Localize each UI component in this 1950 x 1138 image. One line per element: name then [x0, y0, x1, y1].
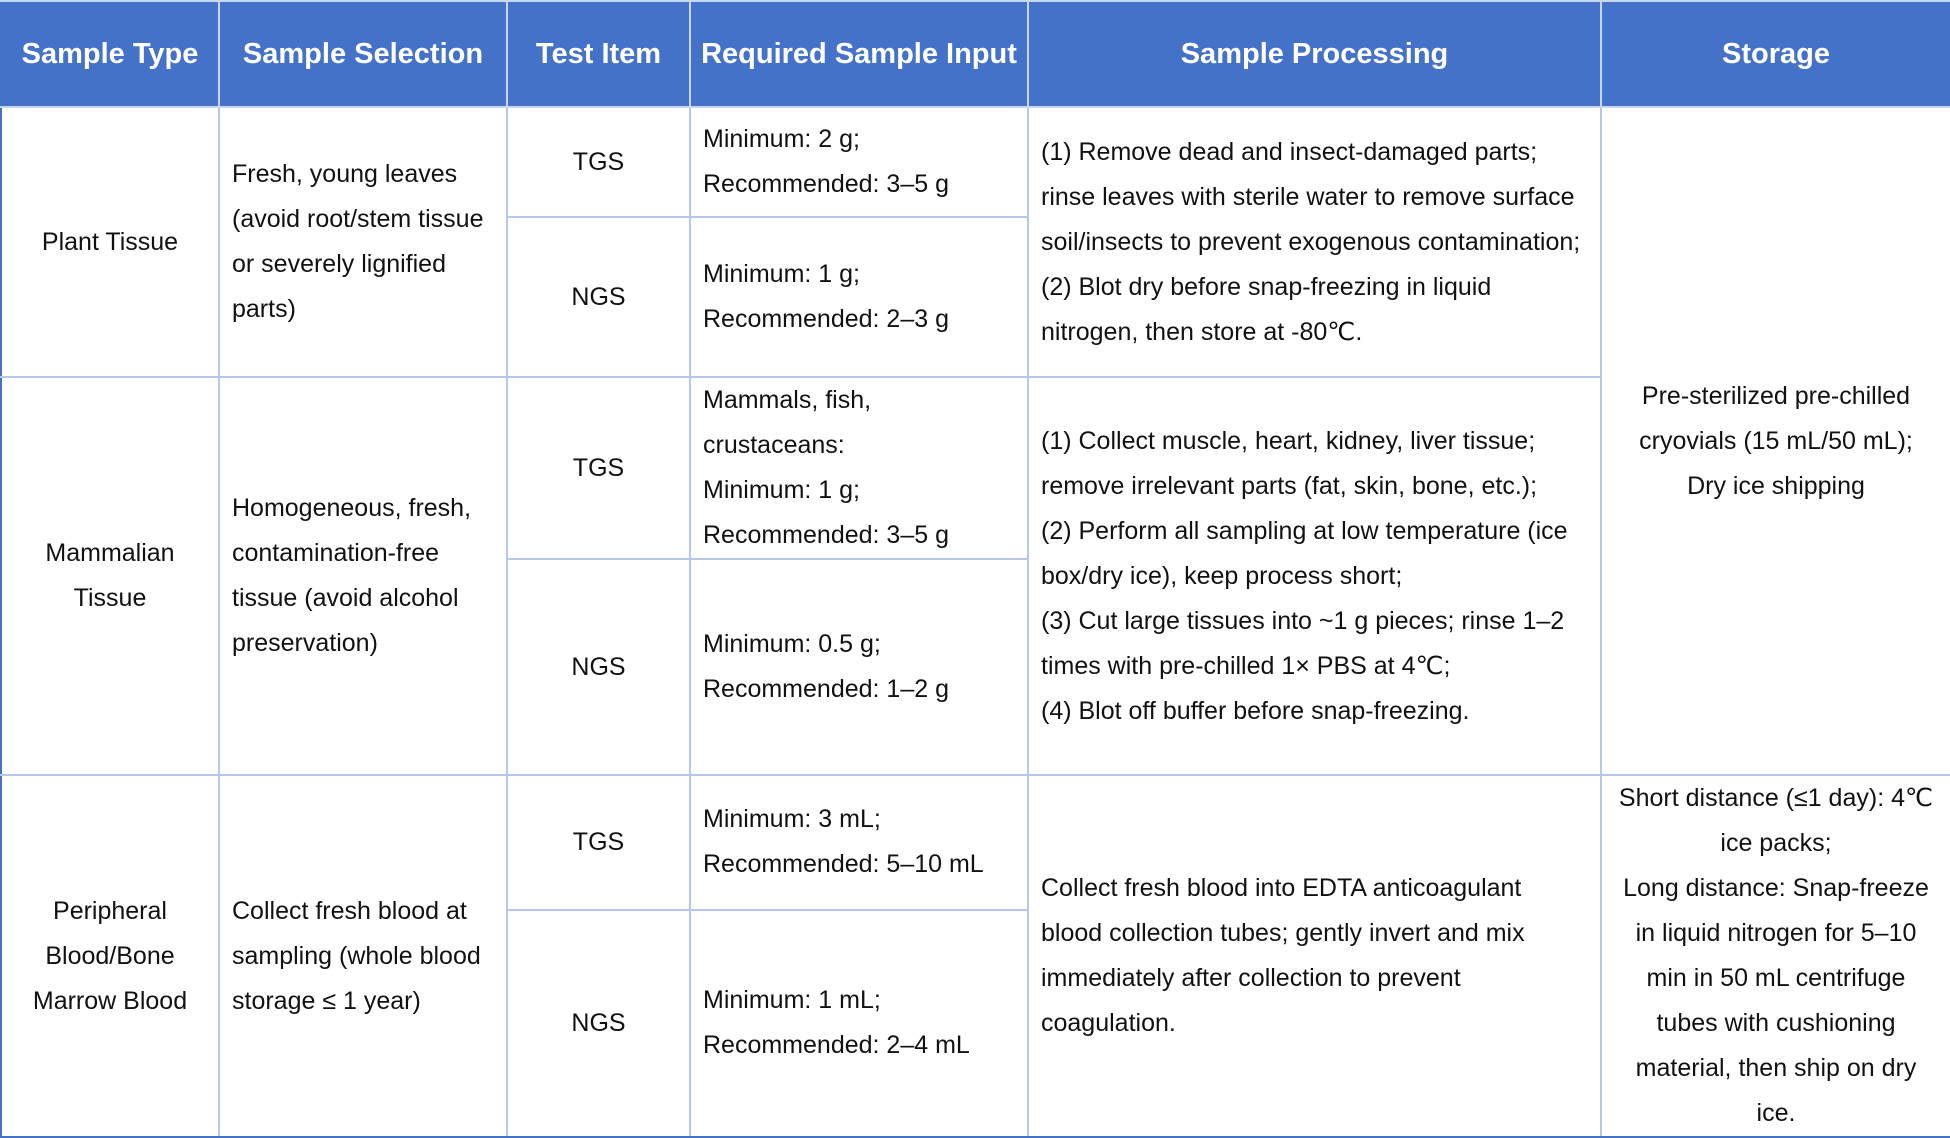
plant-tgs-test-item: TGS: [507, 107, 690, 217]
blood-sample-type: Peripheral Blood/Bone Marrow Blood: [1, 775, 219, 1137]
header-sample-processing: Sample Processing: [1028, 1, 1601, 107]
plant-sample-type: Plant Tissue: [1, 107, 219, 377]
mammal-tgs-species: Mammals, fish, crustaceans:: [703, 386, 872, 459]
header-storage: Storage: [1601, 1, 1950, 107]
mammal-tgs-recommended: Recommended: 3–5 g: [703, 521, 949, 549]
mammal-processing-step-3: (3) Cut large tissues into ~1 g pieces; rinse 1–2 times with pre-chilled 1× PBS at 4℃;: [1041, 606, 1565, 680]
plant-tgs-input: [690, 107, 1028, 217]
mammal-processing-step-4: (4) Blot off buffer before snap-freezing.: [1041, 696, 1470, 725]
plant-ngs-minimum: Minimum: 1 g;: [703, 260, 860, 288]
mammal-processing-step-1: (1) Collect muscle, heart, kidney, liver tissue; remove irrelevant parts (fat, skin, bone, etc.);: [1041, 426, 1538, 500]
plant-processing-step-1: (1) Remove dead and insect-damaged parts; rinse leaves with sterile water to remove surface soil/insects to prevent exogenous contamination;: [1041, 137, 1581, 256]
plant-ngs-test-item: NGS: [507, 217, 690, 377]
blood-processing-text: Collect fresh blood into EDTA anticoagulant blood collection tubes; gently invert and mix immediately after collection to prevent coagulation.: [1041, 874, 1525, 1037]
blood-ngs-minimum: Minimum: 1 mL;: [703, 986, 881, 1015]
mammal-sample-type: Mammalian Tissue: [1, 377, 219, 775]
mammal-processing-step-2: (2) Perform all sampling at low temperature (ice box/dry ice), keep process short;: [1041, 516, 1568, 590]
blood-tgs-test-item: TGS: [507, 775, 690, 910]
header-row: [1, 1, 1950, 107]
blood-processing: [1028, 775, 1601, 1137]
blood-tgs-input: [690, 775, 1028, 910]
blood-ngs-test-item: NGS: [507, 910, 690, 1137]
blood-tgs-recommended: Recommended: 5–10 mL: [703, 850, 984, 879]
header-test-item: Test Item: [507, 1, 690, 107]
blood-ngs-recommended: Recommended: 2–4 mL: [703, 1031, 970, 1060]
blood-sample-selection: Collect fresh blood at sampling (whole blood storage ≤ 1 year): [219, 775, 507, 1137]
blood-storage: [1601, 775, 1950, 1137]
table-row: [1, 775, 1950, 910]
header-sample-selection: Sample Selection: [219, 1, 507, 107]
plant-processing: [1028, 107, 1601, 377]
blood-storage-short: Short distance (≤1 day): 4℃ ice packs;: [1618, 784, 1934, 857]
mammal-ngs-recommended: Recommended: 1–2 g: [703, 675, 949, 703]
plant-tgs-recommended: Recommended: 3–5 g: [703, 170, 949, 198]
mammal-sample-selection: Homogeneous, fresh, contamination-free tissue (avoid alcohol preservation): [219, 377, 507, 775]
mammal-ngs-input: [690, 559, 1028, 775]
mammal-tgs-minimum: Minimum: 1 g;: [703, 476, 860, 504]
mammal-ngs-minimum: Minimum: 0.5 g;: [703, 630, 881, 658]
header-required-input: Required Sample Input: [690, 1, 1028, 107]
mammal-processing: [1028, 377, 1601, 775]
mammal-tgs-input: [690, 377, 1028, 559]
blood-tgs-minimum: Minimum: 3 mL;: [703, 805, 881, 834]
mammal-tgs-test-item: TGS: [507, 377, 690, 559]
plant-ngs-input: [690, 217, 1028, 377]
mammal-ngs-test-item: NGS: [507, 559, 690, 775]
blood-ngs-input: [690, 910, 1028, 1137]
shared-storage: Pre-sterilized pre-chilled cryovials (15 mL/50 mL); Dry ice shipping: [1601, 107, 1950, 775]
table-row: [1, 107, 1950, 217]
plant-tgs-minimum: Minimum: 2 g;: [703, 125, 860, 153]
plant-ngs-recommended: Recommended: 2–3 g: [703, 305, 949, 333]
plant-processing-step-2: (2) Blot dry before snap-freezing in liquid nitrogen, then store at -80℃.: [1041, 272, 1492, 346]
plant-sample-selection: Fresh, young leaves (avoid root/stem tissue or severely lignified parts): [219, 107, 507, 377]
blood-storage-long: Long distance: Snap-freeze in liquid nitrogen for 5–10 min in 50 mL centrifuge tubes with cushioning material, then ship on dry ice.: [1623, 874, 1929, 1127]
header-sample-type: Sample Type: [1, 1, 219, 107]
